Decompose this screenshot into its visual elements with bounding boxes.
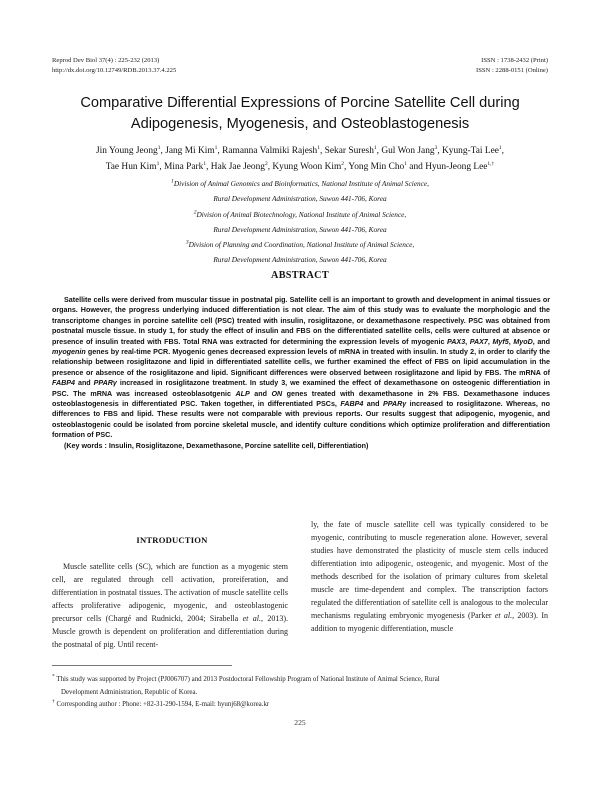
- abstract-heading: ABSTRACT: [271, 270, 329, 281]
- author-name: Hak Jae Jeong: [210, 161, 265, 172]
- footnote-funding-cont: Development Administration, Republic of Korea.: [61, 688, 198, 696]
- author-affil: 2: [264, 160, 268, 167]
- author-name: Sekar Suresh: [324, 146, 374, 156]
- footnotes: [52, 674, 548, 712]
- author-name: Jin Young Jeong: [96, 146, 158, 156]
- author-affil: 1,†: [487, 160, 495, 167]
- author-name: Jang Mi Kim: [165, 146, 215, 156]
- author-name: Mina Park: [164, 161, 204, 172]
- affiliations: [40, 176, 560, 268]
- footnote-correspondence: † Corresponding author : Phone: +82-31-290-1594, E-mail: hyunj68@korea.kr: [52, 698, 270, 709]
- keywords: (Key words : Insulin, Rosiglitazone, Dexamethasone, Porcine satellite cell, Differentiation): [64, 441, 369, 450]
- author-name: Yong Min Cho: [348, 161, 405, 172]
- author-line-2: Tae Hun Kim$^1$, Mina Park$^1$, Hak Jae Jeong$^2$, Kyung Woon Kim$^2$, Yong Min Cho$^1$ and Hyun-Jeong Lee$^{1,\dagger}$: [105, 160, 495, 172]
- issn-online: ISSN : 2288-0151 (Online): [476, 67, 548, 74]
- author-name: Hyun-Jeong Lee: [425, 161, 488, 172]
- author-affil: 1: [498, 144, 502, 151]
- author-line-1: Jin Young Jeong$^1$, Jang Mi Kim$^1$, Ramanna Valmiki Rajesh$^1$, Sekar Suresh$^1$, Gul Won Jang$^3$, Kyung-Tai Lee$^1$,: [96, 144, 504, 156]
- author-affil: 1: [203, 160, 207, 167]
- title-line-2: Adipogenesis, Myogenesis, and Osteoblastogenesis: [130, 116, 470, 132]
- author-name: Ramanna Valmiki Rajesh: [222, 146, 318, 156]
- author-affil: 1: [404, 160, 407, 167]
- body-paragraph: Muscle satellite cells (SC), which are function as a myogenic stem cell, are regulated through cell activation, proreiferation, and differentiation in postnatal tissues. The activation of muscle satellite cells affects proliferative adipogenic, myogenic, and osteoblastogenic precursor cells (Chargé and Rudnicki, 2004; Sirabella et al., 2013). Muscle growth is dependent on proliferation and differentiation during the postnatal of pig. Until recent-: [52, 562, 288, 650]
- footnote-funding: * This study was supported by Project (PJ006707) and 2013 Postdoctoral Fellowship Program of National Institute of Animal Science, Rural: [52, 673, 440, 683]
- author-name: Gul Won Jang: [381, 146, 435, 156]
- affiliation-2-address: Rural Development Administration, Suwon 441-706, Korea: [213, 224, 387, 234]
- affiliation-2: $^2$Division of Animal Biotechnology, National Institute of Animal Science,: [193, 209, 407, 219]
- introduction-left-column: [52, 560, 288, 651]
- footnote-divider: [52, 665, 232, 666]
- affiliation-3-address: Rural Development Administration, Suwon 441-706, Korea: [213, 255, 387, 265]
- affiliation-1: $^1$Division of Animal Genomics and Bioinformatics, National Institute of Animal Science,: [171, 178, 429, 188]
- journal-citation: Reprod Dev Biol 37(4) : 225-232 (2013): [52, 57, 160, 64]
- doi-link[interactable]: http://dx.doi.org/10.12749/RDB.2013.37.4.225: [52, 67, 177, 74]
- author-affil: 1: [157, 144, 161, 151]
- author-list: [36, 144, 564, 175]
- author-name: Tae Hun Kim: [105, 161, 157, 172]
- introduction-heading: INTRODUCTION: [136, 535, 208, 545]
- author-affil: 1: [156, 160, 160, 167]
- author-affil: 2: [341, 160, 345, 167]
- abstract-body: [52, 295, 550, 451]
- page-number: 225: [294, 718, 306, 727]
- author-affil: 1: [214, 144, 218, 151]
- author-name: Kyung Woon Kim: [272, 161, 342, 172]
- author-affil: 1: [317, 144, 320, 151]
- author-name: Kyung-Tai Lee: [442, 146, 499, 156]
- title-line-1: Comparative Differential Expressions of Porcine Satellite Cell during: [80, 95, 520, 111]
- author-affil: 3: [434, 144, 438, 151]
- abstract-paragraph: Satellite cells were derived from muscular tissue in postnatal pig. Satellite cell is an important to growth and development in animal tissues or organs. However, the progress underlying induced differentiation is not clear. The aim of this study was to evaluate the morphologic and the transcriptome changes in porcine satellite cell (PSC) treated with insulin, rosiglitazone, or dexamethasone respectively. PSC was obtained from postnatal muscle tissue. In study 1, for study the effect of insulin and FBS on the differentiated satellite cells, cells were cultured at absence or presence of insulin treated with FBS. Total RNA was extracted for determining the expression levels of myogenic PAX3, PAX7, Myf5, MyoD, and myogenin genes by real-time PCR. Myogenic genes decreased expression levels of mRNA in treated with insulin. In study 2, in order to clarify the relationship between rosiglitazone and lipid in differentiated satellite cells, we further examined the effect of FBS on lipid accumulation in the presence or absence of the rosiglitazone and lipid. Significant differences were observed between rosiglitazone and lipid by FBS. The mRNA of FABP4 and PPARγ increased in rosiglitazone treatment. In study 3, we examined the effect of dexamethasone on osteogenic differentiation in PSC. The mRNA was increased osteoblasotgenic ALP and ON genes treated with dexamethasone in 2% FBS. Dexamethasone induces osteoblastogenesis in differentiated PSC. Taken together, in differentiated PSCs, FABP4 and PPARγ increased to rosiglitazone. Whereas, no differences to FBS and lipid. These results were not comparable with previous reports. Our results suggest that adipogenic, myogenic, and osteoblastogenic could be isolated from porcine skeletal muscle, and identify culture conditions which optimize proliferation and differentiation formation of PSC.: [52, 296, 551, 440]
- affiliation-1-address: Rural Development Administration, Suwon 441-706, Korea: [213, 194, 387, 204]
- issn-print: ISSN : 1738-2432 (Print): [481, 57, 548, 64]
- affiliation-3: $^3$Division of Planning and Coordination, National Institute of Animal Science,: [185, 239, 415, 250]
- body-paragraph: ly, the fate of muscle satellite cell was typically considered to be myogenic, contributing to muscle regeneration alone. However, several studies have demonstrated the plasticity of muscle stem cells induced differentiation into adipogenic, osteogenic, and myogenic. Most of the methods described for the isolation of primary cultures from skeletal muscle are time-dependent and complex. The transcription factors regulated the differentiation of satellite cell is analogous to the molecular mechanisms regulating embryonic myogenesis (Parker et al., 2003). In addition to myogenic differentiation, muscle: [311, 520, 548, 634]
- introduction-right-column: [311, 518, 548, 635]
- paper-title: [40, 93, 560, 135]
- author-affil: 1: [373, 144, 377, 151]
